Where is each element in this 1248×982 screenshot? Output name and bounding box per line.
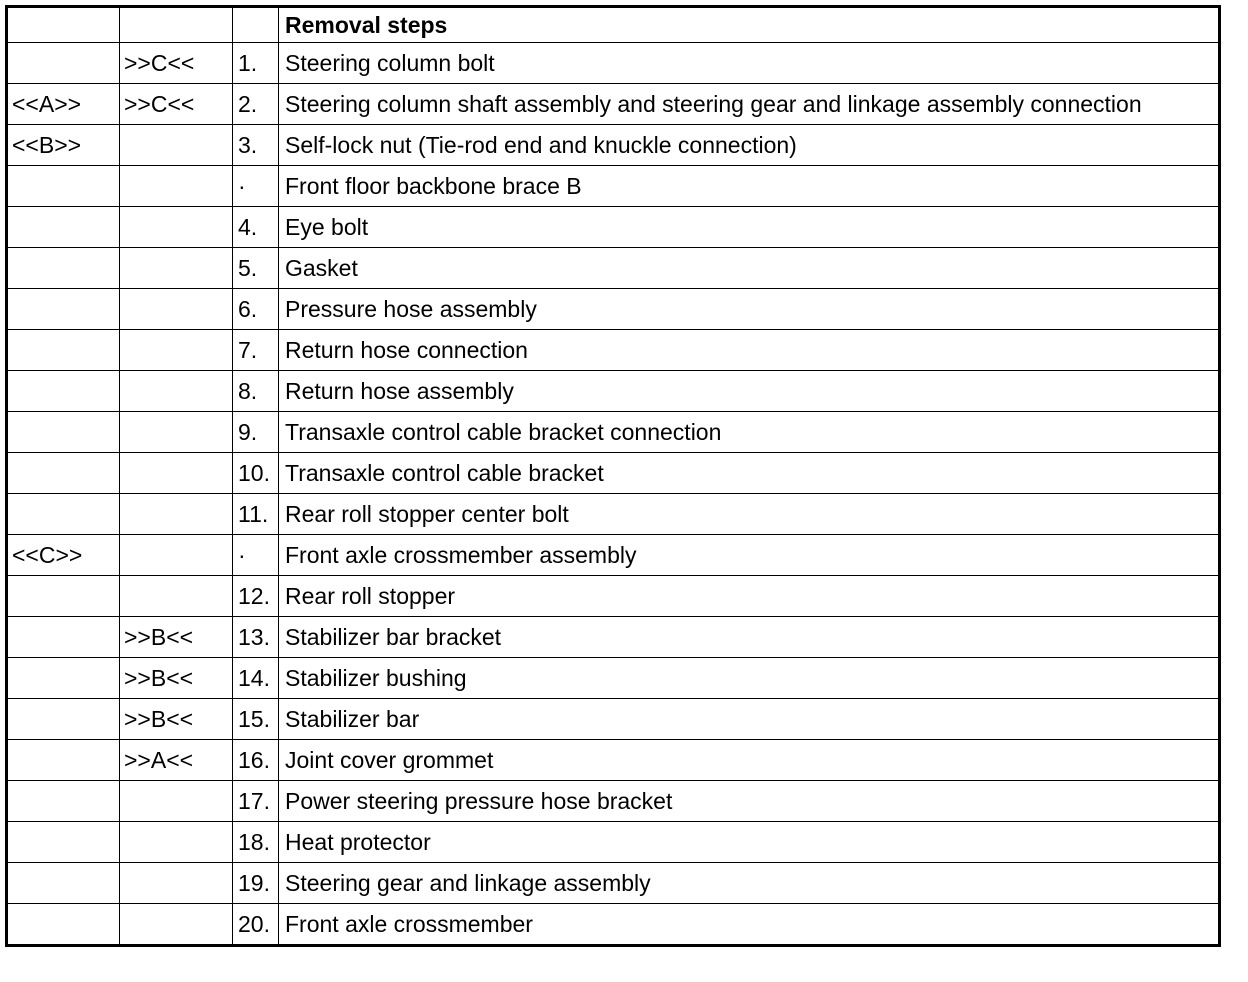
table-row xyxy=(7,822,1220,863)
step-number-cell: · xyxy=(233,535,279,576)
step-number-cell: 16. xyxy=(233,740,279,781)
step-description-cell: Joint cover grommet xyxy=(279,740,1220,781)
step-description-cell: Stabilizer bar xyxy=(279,699,1220,740)
step-number-cell: 6. xyxy=(233,289,279,330)
step-number-cell: 14. xyxy=(233,658,279,699)
install-note-cell xyxy=(7,207,120,248)
step-description-cell: Transaxle control cable bracket connection xyxy=(279,412,1220,453)
install-note-cell xyxy=(7,781,120,822)
step-description-cell: Eye bolt xyxy=(279,207,1220,248)
table-row xyxy=(7,248,1220,289)
table-row xyxy=(7,740,1220,781)
step-description-cell: Gasket xyxy=(279,248,1220,289)
step-number-cell: 17. xyxy=(233,781,279,822)
removal-note-cell xyxy=(120,412,233,453)
step-description-cell: Return hose assembly xyxy=(279,371,1220,412)
table-row xyxy=(7,125,1220,166)
removal-note-cell xyxy=(120,453,233,494)
step-number-cell: 3. xyxy=(233,125,279,166)
step-number-cell: 10. xyxy=(233,453,279,494)
install-note-cell xyxy=(7,863,120,904)
install-note-cell xyxy=(7,371,120,412)
step-description-cell: Self-lock nut (Tie-rod end and knuckle connection) xyxy=(279,125,1220,166)
table-row xyxy=(7,166,1220,207)
table-row xyxy=(7,330,1220,371)
install-note-cell xyxy=(7,289,120,330)
removal-note-cell xyxy=(120,289,233,330)
table-row xyxy=(7,84,1220,125)
step-number-cell: 2. xyxy=(233,84,279,125)
install-note-cell xyxy=(7,412,120,453)
removal-note-cell: >>C<< xyxy=(120,43,233,84)
table-row xyxy=(7,494,1220,535)
removal-note-cell xyxy=(120,863,233,904)
step-description-cell: Power steering pressure hose bracket xyxy=(279,781,1220,822)
install-note-cell xyxy=(7,248,120,289)
step-description-cell: Steering column shaft assembly and steering gear and linkage assembly connection xyxy=(279,84,1220,125)
removal-note-cell xyxy=(120,248,233,289)
step-number-cell: 4. xyxy=(233,207,279,248)
install-note-cell xyxy=(7,453,120,494)
step-description-cell: Heat protector xyxy=(279,822,1220,863)
table-row xyxy=(7,453,1220,494)
step-description-cell: Pressure hose assembly xyxy=(279,289,1220,330)
step-description-cell: Steering column bolt xyxy=(279,43,1220,84)
install-note-cell xyxy=(7,43,120,84)
header-cell-remove xyxy=(120,7,233,43)
removal-note-cell xyxy=(120,904,233,946)
removal-steps-table xyxy=(5,5,1221,947)
install-note-cell xyxy=(7,330,120,371)
removal-note-cell xyxy=(120,207,233,248)
step-number-cell: 1. xyxy=(233,43,279,84)
install-note-cell: <<B>> xyxy=(7,125,120,166)
removal-note-cell: >>A<< xyxy=(120,740,233,781)
install-note-cell xyxy=(7,658,120,699)
table-row xyxy=(7,699,1220,740)
removal-note-cell xyxy=(120,371,233,412)
header-cell-install xyxy=(7,7,120,43)
removal-note-cell xyxy=(120,576,233,617)
install-note-cell xyxy=(7,904,120,946)
step-number-cell: 9. xyxy=(233,412,279,453)
removal-steps-body xyxy=(7,7,1220,946)
table-row xyxy=(7,371,1220,412)
step-description-cell: Stabilizer bar bracket xyxy=(279,617,1220,658)
step-description-cell: Rear roll stopper xyxy=(279,576,1220,617)
table-row xyxy=(7,904,1220,946)
table-row xyxy=(7,207,1220,248)
install-note-cell xyxy=(7,740,120,781)
step-description-cell: Transaxle control cable bracket xyxy=(279,453,1220,494)
removal-note-cell xyxy=(120,494,233,535)
install-note-cell: <<C>> xyxy=(7,535,120,576)
step-number-cell: 15. xyxy=(233,699,279,740)
table-row xyxy=(7,781,1220,822)
install-note-cell: <<A>> xyxy=(7,84,120,125)
table-row xyxy=(7,863,1220,904)
step-number-cell: 5. xyxy=(233,248,279,289)
header-cell-title: Removal steps xyxy=(279,7,1220,43)
step-number-cell: 8. xyxy=(233,371,279,412)
table-row xyxy=(7,289,1220,330)
install-note-cell xyxy=(7,166,120,207)
removal-note-cell xyxy=(120,535,233,576)
step-number-cell: 7. xyxy=(233,330,279,371)
step-number-cell: 19. xyxy=(233,863,279,904)
removal-note-cell xyxy=(120,330,233,371)
table-row xyxy=(7,617,1220,658)
table-header-row xyxy=(7,7,1220,43)
removal-note-cell: >>C<< xyxy=(120,84,233,125)
step-description-cell: Rear roll stopper center bolt xyxy=(279,494,1220,535)
removal-note-cell xyxy=(120,166,233,207)
step-description-cell: Front floor backbone brace B xyxy=(279,166,1220,207)
step-number-cell: 20. xyxy=(233,904,279,946)
step-description-cell: Stabilizer bushing xyxy=(279,658,1220,699)
removal-note-cell: >>B<< xyxy=(120,617,233,658)
step-number-cell: 13. xyxy=(233,617,279,658)
step-description-cell: Front axle crossmember assembly xyxy=(279,535,1220,576)
table-row xyxy=(7,412,1220,453)
install-note-cell xyxy=(7,822,120,863)
step-number-cell: 12. xyxy=(233,576,279,617)
step-description-cell: Return hose connection xyxy=(279,330,1220,371)
removal-note-cell xyxy=(120,822,233,863)
removal-note-cell: >>B<< xyxy=(120,699,233,740)
step-number-cell: 18. xyxy=(233,822,279,863)
step-description-cell: Steering gear and linkage assembly xyxy=(279,863,1220,904)
table-row xyxy=(7,658,1220,699)
removal-note-cell xyxy=(120,781,233,822)
step-number-cell: · xyxy=(233,166,279,207)
install-note-cell xyxy=(7,699,120,740)
removal-note-cell: >>B<< xyxy=(120,658,233,699)
table-row xyxy=(7,576,1220,617)
header-cell-number xyxy=(233,7,279,43)
install-note-cell xyxy=(7,576,120,617)
step-number-cell: 11. xyxy=(233,494,279,535)
table-row xyxy=(7,535,1220,576)
removal-note-cell xyxy=(120,125,233,166)
table-row xyxy=(7,43,1220,84)
install-note-cell xyxy=(7,617,120,658)
step-description-cell: Front axle crossmember xyxy=(279,904,1220,946)
install-note-cell xyxy=(7,494,120,535)
